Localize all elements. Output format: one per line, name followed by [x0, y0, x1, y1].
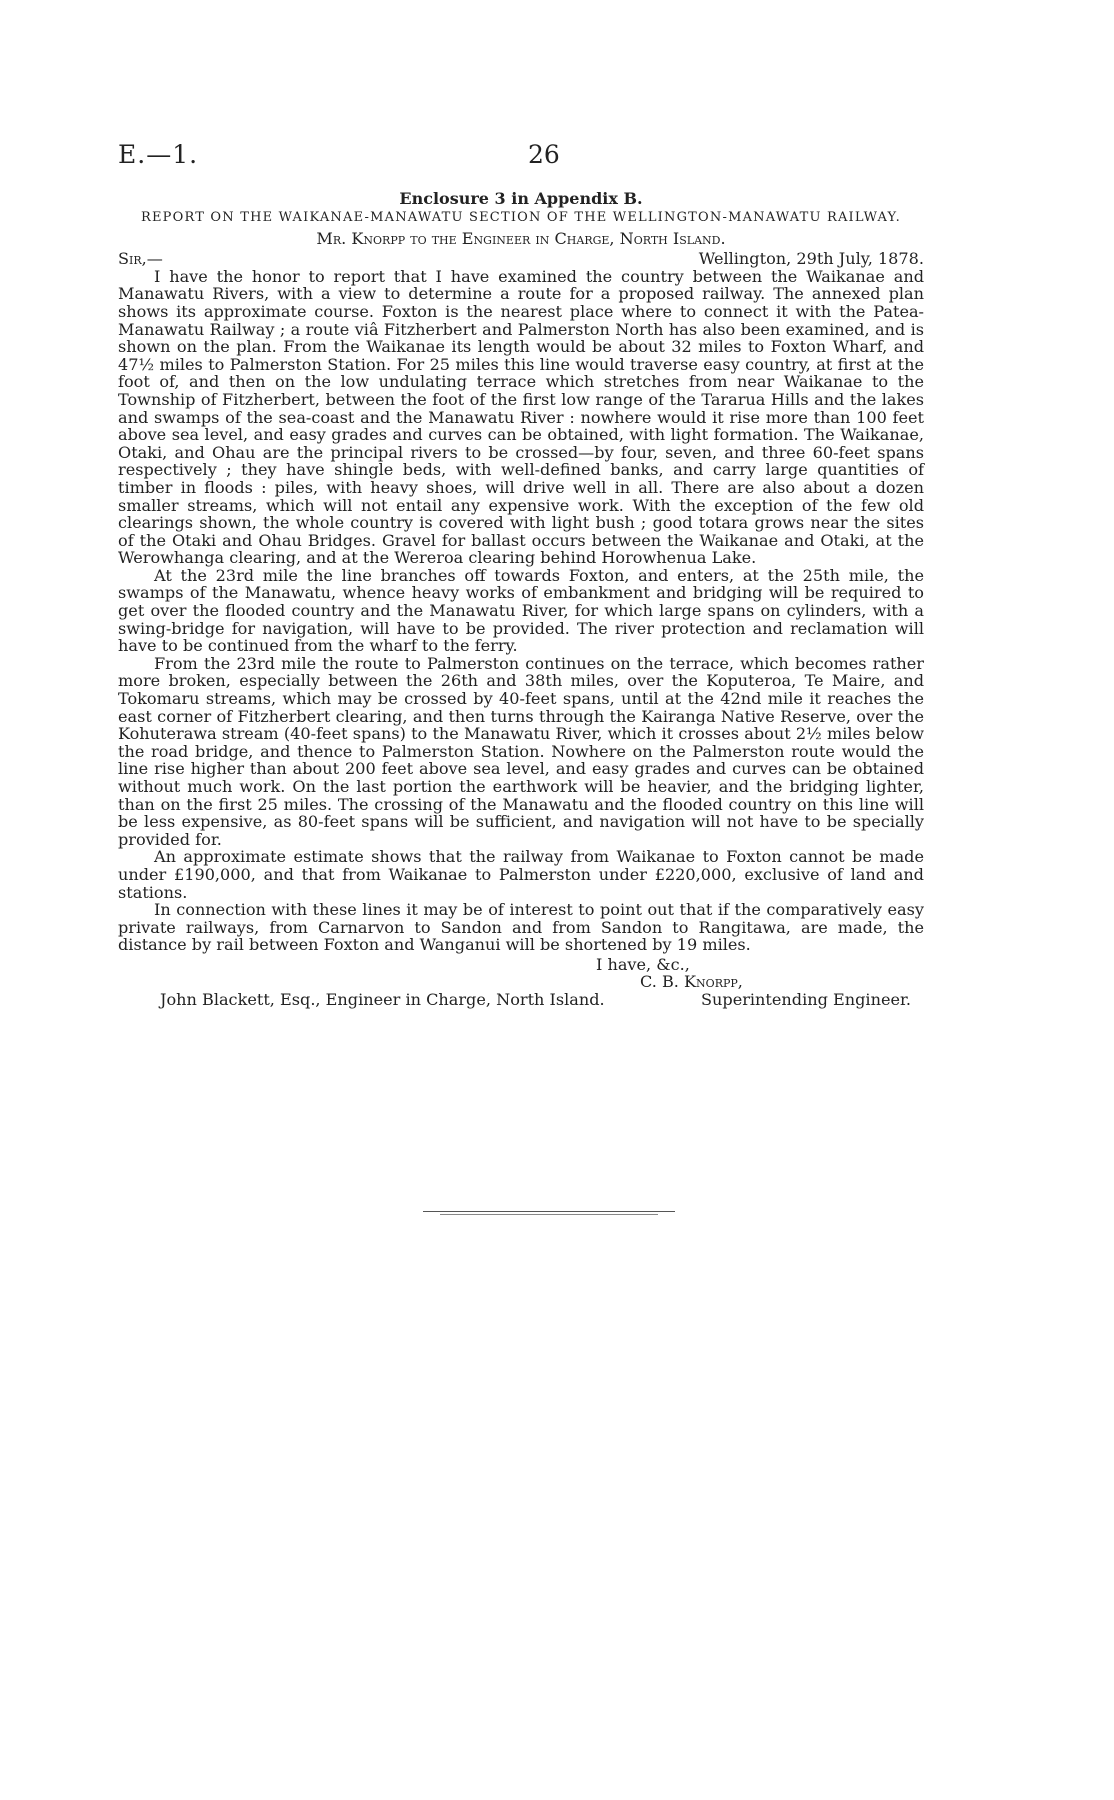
closing-phrase: I have, &c., [596, 954, 690, 974]
paragraph-5: In connection with these lines it may be of interest to point out that if the comparatively easy private railways, from Carnarvon to Sandon and from Sandon to Rangitawa, are made, the distance by rail between Foxton and Wanganui will be shortened by 19 miles. [118, 900, 924, 955]
signatory-title: Superintending Engineer. [701, 989, 912, 1009]
paragraph-4: An approximate estimate shows that the railway from Waikanae to Foxton cannot be made under £190,000, and that from Waikanae to Palmerston under £220,000, exclusive of land and stations. [118, 847, 924, 902]
page-number: 26 [528, 140, 560, 169]
document-body [118, 190, 924, 1012]
enclosure-heading: Enclosure 3 in Appendix B. [399, 189, 643, 208]
paragraph-2: At the 23rd mile the line branches off towards Foxton, and enters, at the 25th mile, the swamps of the Manawatu, whence heavy works of embankment and bridging will be required to get over the flooded country and the Manawatu River, for which large spans on cylinders, with a swing-bridge for navigation, will have to be provided. The river protection and reclamation will have to be continued from the wharf to the ferry. [118, 565, 924, 656]
signature: C. B. Knorpp, [640, 971, 743, 991]
salutation: Sir,— [118, 249, 163, 269]
end-rule-inner [440, 1214, 658, 1215]
end-rule [423, 1211, 675, 1212]
closing-block [118, 956, 924, 1012]
paragraph-1: I have the honor to report that I have examined the country between the Waikanae and Manawatu Rivers, with a view to determine a route for a proposed railway. The annexed plan shows its approximate course. Foxton is the nearest place where to connect it with the Patea-Manawatu Railway ; a route viâ Fitzherbert and Palmerston North has also been examined, and is shown on the plan. From the Waikanae its length would be about 32 miles to Foxton Wharf, and 47½ miles to Palmerston Station. For 25 miles this line would traverse easy country, at first at the foot of, and then on the low undulating terrace which stretches from near Waikanae to the Township of Fitzherbert, between the foot of the first low range of the Tararua Hills and the lakes and swamps of the sea-coast and the Manawatu River : nowhere would it rise more than 100 feet above sea level, and easy grades and curves can be obtained, with light formation. The Waikanae, Otaki, and Ohau are the principal rivers to be crossed—by four, seven, and three 60-feet spans respectively ; they have shingle beds, with well-defined banks, and carry large quantities of timber in floods : piles, with heavy shoes, will drive well in all. There are also about a dozen smaller streams, which will not entail any expensive work. With the exception of the few old clearings shown, the whole country is covered with light bush ; good totara grows near the sites of the Otaki and Ohau Bridges. Gravel for ballast occurs between the Waikanae and Otaki, at the Werowhanga clearing, and at the Wereroa clearing behind Horowhenua Lake. [118, 266, 924, 568]
addressee: John Blackett, Esq., Engineer in Charge, North Island. [160, 989, 605, 1009]
place-date: Wellington, 29th July, 1878. [698, 249, 924, 269]
report-title: REPORT ON THE WAIKANAE-MANAWATU SECTION OF THE WELLINGTON-MANAWATU RAILWAY. [140, 209, 901, 225]
from-to-line: Mr. Knorpp to the Engineer in Charge, North Island. [316, 228, 726, 248]
series-code: E.—1. [118, 140, 199, 169]
salutation-row [118, 250, 924, 268]
paragraph-3: From the 23rd mile the route to Palmerston continues on the terrace, which becomes rather more broken, especially between the 26th and 38th miles, over the Koputeroa, Te Maire, and Tokomaru streams, which may be crossed by 40-feet spans, until at the 42nd mile it reaches the east corner of Fitzherbert clearing, and then turns through the Kairanga Native Reserve, over the Kohuterawa stream (40-feet spans) to the Manawatu River, which it crosses about 2½ miles below the road bridge, and thence to Palmerston Station. Nowhere on the Palmerston route would the line rise higher than about 200 feet above sea level, and easy grades and curves can be obtained without much work. On the last portion the earthwork will be heavier, and the bridging lighter, than on the first 25 miles. The crossing of the Manawatu and the flooded country on this line will be less expensive, as 80-feet spans will be sufficient, and navigation will not have to be specially provided for. [118, 653, 924, 849]
